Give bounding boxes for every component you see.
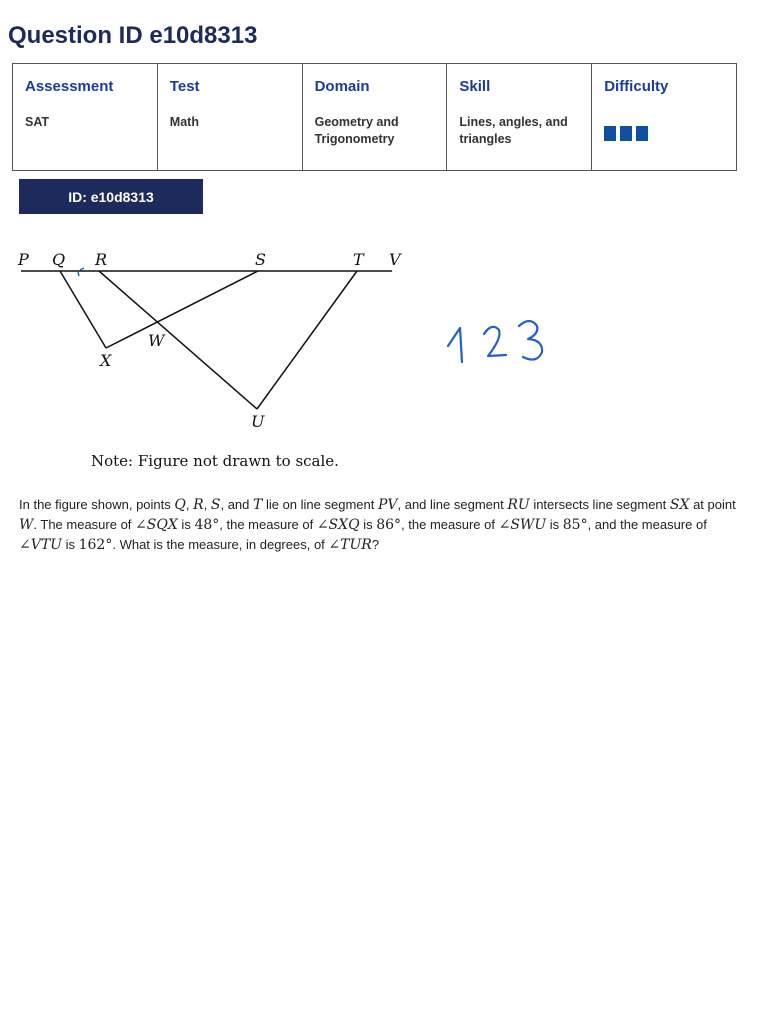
label-s: S bbox=[255, 250, 266, 269]
question-id-badge: ID: e10d8313 bbox=[19, 179, 203, 214]
meta-value-row bbox=[13, 104, 737, 171]
label-v: V bbox=[389, 250, 401, 269]
handwritten-annotation bbox=[440, 312, 560, 372]
meta-header-skill: Skill bbox=[447, 64, 592, 104]
difficulty-bar bbox=[636, 126, 648, 141]
meta-header-assessment: Assessment bbox=[13, 64, 158, 104]
difficulty-indicator bbox=[604, 126, 724, 141]
segment-qx bbox=[60, 271, 106, 348]
label-w: W bbox=[148, 331, 165, 350]
meta-header-row bbox=[13, 64, 737, 104]
difficulty-bar bbox=[620, 126, 632, 141]
meta-header-difficulty: Difficulty bbox=[592, 64, 737, 104]
label-u: U bbox=[251, 412, 265, 431]
segment-xs bbox=[106, 271, 258, 348]
figure-note: Note: Figure not drawn to scale. bbox=[91, 452, 339, 470]
meta-header-test: Test bbox=[157, 64, 302, 104]
question-text: In the figure shown, points Q, R, S, and T lie on line segment PV, and line segment RU intersects line segment SX at point W. The measure of ∠SQX is 48°, the measure of ∠SXQ is 86°, the measure of ∠SWU is 85°, and the measure of ∠VTU is 162°. What is the measure, in degrees, of ∠TUR? bbox=[19, 497, 736, 553]
label-q: Q bbox=[52, 250, 66, 269]
label-p: P bbox=[18, 250, 29, 269]
segment-ut bbox=[257, 271, 357, 409]
meta-value-skill: Lines, angles, and triangles bbox=[447, 104, 592, 171]
ink-mark bbox=[78, 268, 84, 276]
meta-value-domain: Geometry and Trigonometry bbox=[302, 104, 447, 171]
page-title: Question ID e10d8313 bbox=[8, 22, 258, 49]
meta-value-difficulty bbox=[592, 104, 737, 171]
difficulty-bar bbox=[604, 126, 616, 141]
label-t: T bbox=[353, 250, 364, 269]
label-r: R bbox=[95, 250, 108, 269]
label-x: X bbox=[100, 351, 112, 370]
geometry-figure bbox=[0, 240, 420, 440]
question-meta-table bbox=[12, 63, 737, 171]
meta-value-test: Math bbox=[157, 104, 302, 171]
meta-header-domain: Domain bbox=[302, 64, 447, 104]
meta-value-assessment: SAT bbox=[13, 104, 158, 171]
